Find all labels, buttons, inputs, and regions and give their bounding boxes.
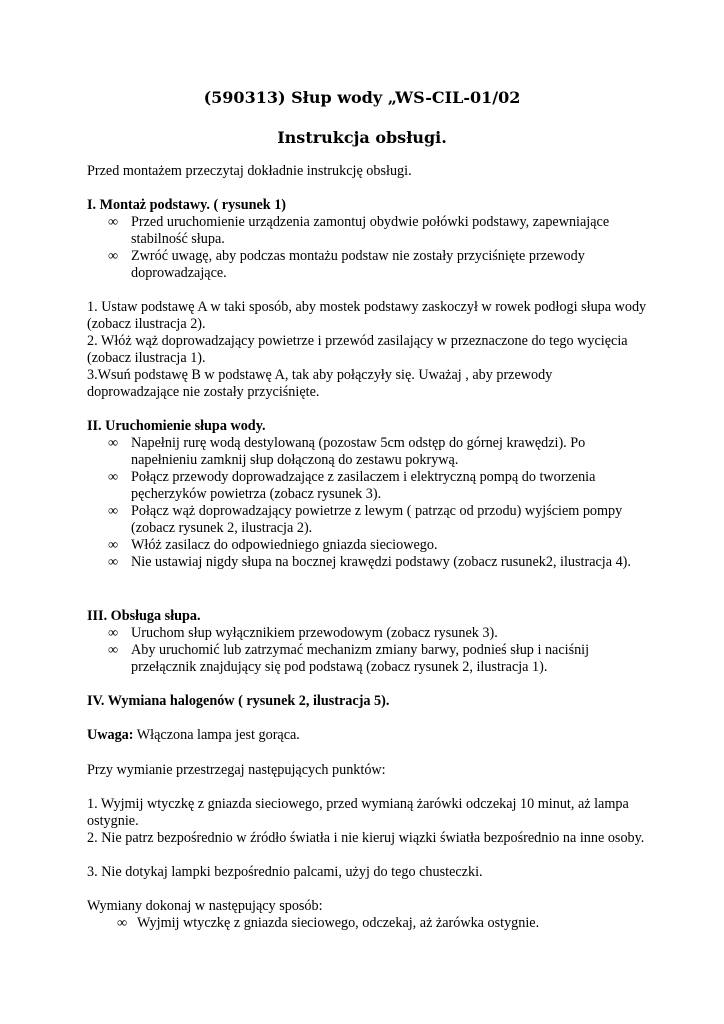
list-item: ∞ Wyjmij wtyczkę z gniazda sieciowego, odczekaj, aż żarówka ostygnie.	[117, 915, 540, 931]
list-item: ∞ Aby uruchomić lub zatrzymać mechanizm zmiany barwy, podnieś słup i naciśnij przełącznik znajdujący się pod podstawą (zobacz rysunek 2, ilustracja 1).	[108, 642, 590, 675]
list-item: ∞ Uruchom słup wyłącznikiem przewodowym (zobacz rysunek 3).	[108, 625, 498, 641]
intro-paragraph: Przed montażem przeczytaj dokładnie instrukcję obsługi.	[87, 163, 412, 179]
section-2-bullets	[0, 435, 724, 571]
section-1-bullets	[0, 214, 724, 282]
infinity-bullet-icon: ∞	[108, 642, 119, 658]
document-subtitle: Instrukcja obsługi.	[277, 128, 447, 147]
section-1-step: 2. Włóż wąż doprowadzający powietrze i przewód zasilający w przeznaczone do tego wycięcia (zobacz ilustracja 1).	[87, 333, 628, 366]
section-4-heading: IV. Wymiana halogenów ( rysunek 2, ilustracja 5).	[87, 693, 390, 709]
procedure-intro: Wymiany dokonaj w następujący sposób:	[87, 898, 323, 914]
list-item: ∞ Zwróć uwagę, aby podczas montażu podstaw nie zostały przyciśnięte przewody doprowadzające.	[108, 248, 585, 281]
document-title: (590313) Słup wody „WS-CIL-01/02	[203, 88, 521, 107]
infinity-bullet-icon: ∞	[108, 625, 119, 641]
infinity-bullet-icon: ∞	[108, 248, 119, 264]
section-1-step: 1. Ustaw podstawę A w taki sposób, aby mostek podstawy zaskoczył w rowek podłogi słupa wody (zobacz ilustracja 2).	[87, 299, 647, 332]
list-item: ∞ Nie ustawiaj nigdy słupa na bocznej krawędzi podstawy (zobacz rusunek2, ilustracja 4).	[108, 554, 631, 570]
infinity-bullet-icon: ∞	[108, 214, 119, 230]
list-item: ∞ Włóż zasilacz do odpowiedniego gniazda sieciowego.	[108, 537, 438, 553]
infinity-bullet-icon: ∞	[117, 915, 128, 931]
warning-paragraph	[87, 727, 647, 744]
rule-item: 2. Nie patrz bezpośrednio w źródło światła i nie kieruj wiązki światła bezpośrednio na inne osoby.	[87, 830, 645, 846]
infinity-bullet-icon: ∞	[108, 537, 119, 553]
warning-text: Włączona lampa jest gorąca.	[133, 727, 300, 743]
procedure-bullets	[0, 915, 724, 932]
list-item: ∞ Napełnij rurę wodą destylowaną (pozostaw 5cm odstęp do górnej krawędzi). Po napełnieniu zamknij słup dołączoną do zestawu pokrywą.	[108, 435, 586, 468]
warning-label: Uwaga:	[87, 727, 134, 743]
list-item: ∞ Przed uruchomienie urządzenia zamontuj obydwie połówki podstawy, zapewniające stabilność słupa.	[108, 214, 610, 247]
section-3-heading: III. Obsługa słupa.	[87, 608, 201, 624]
list-item: ∞ Połącz przewody doprowadzające z zasilaczem i elektryczną pompą do tworzenia pęcherzyków powietrza (zobacz rysunek 3).	[108, 469, 596, 502]
infinity-bullet-icon: ∞	[108, 503, 119, 519]
section-1-step: 3.Wsuń podstawę B w podstawę A, tak aby połączyły się. Uważaj , aby przewody doprowadzające nie zostały przyciśnięte.	[87, 367, 553, 400]
section-1-heading: I. Montaż podstawy. ( rysunek 1)	[87, 197, 287, 213]
section-3-bullets	[0, 625, 724, 676]
rules-intro: Przy wymianie przestrzegaj następujących punktów:	[87, 762, 386, 778]
infinity-bullet-icon: ∞	[108, 554, 119, 570]
infinity-bullet-icon: ∞	[108, 435, 119, 451]
rule-item: 3. Nie dotykaj lampki bezpośrednio palcami, użyj do tego chusteczki.	[87, 864, 483, 880]
infinity-bullet-icon: ∞	[108, 469, 119, 485]
rule-item: 1. Wyjmij wtyczkę z gniazda sieciowego, przed wymianą żarówki odczekaj 10 minut, aż lampa ostygnie.	[87, 796, 629, 829]
list-item: ∞ Połącz wąż doprowadzający powietrze z lewym ( patrząc od przodu) wyjściem pompy (zobacz rysunek 2, ilustracja 2).	[108, 503, 623, 536]
section-2-heading: II. Uruchomienie słupa wody.	[87, 418, 266, 434]
